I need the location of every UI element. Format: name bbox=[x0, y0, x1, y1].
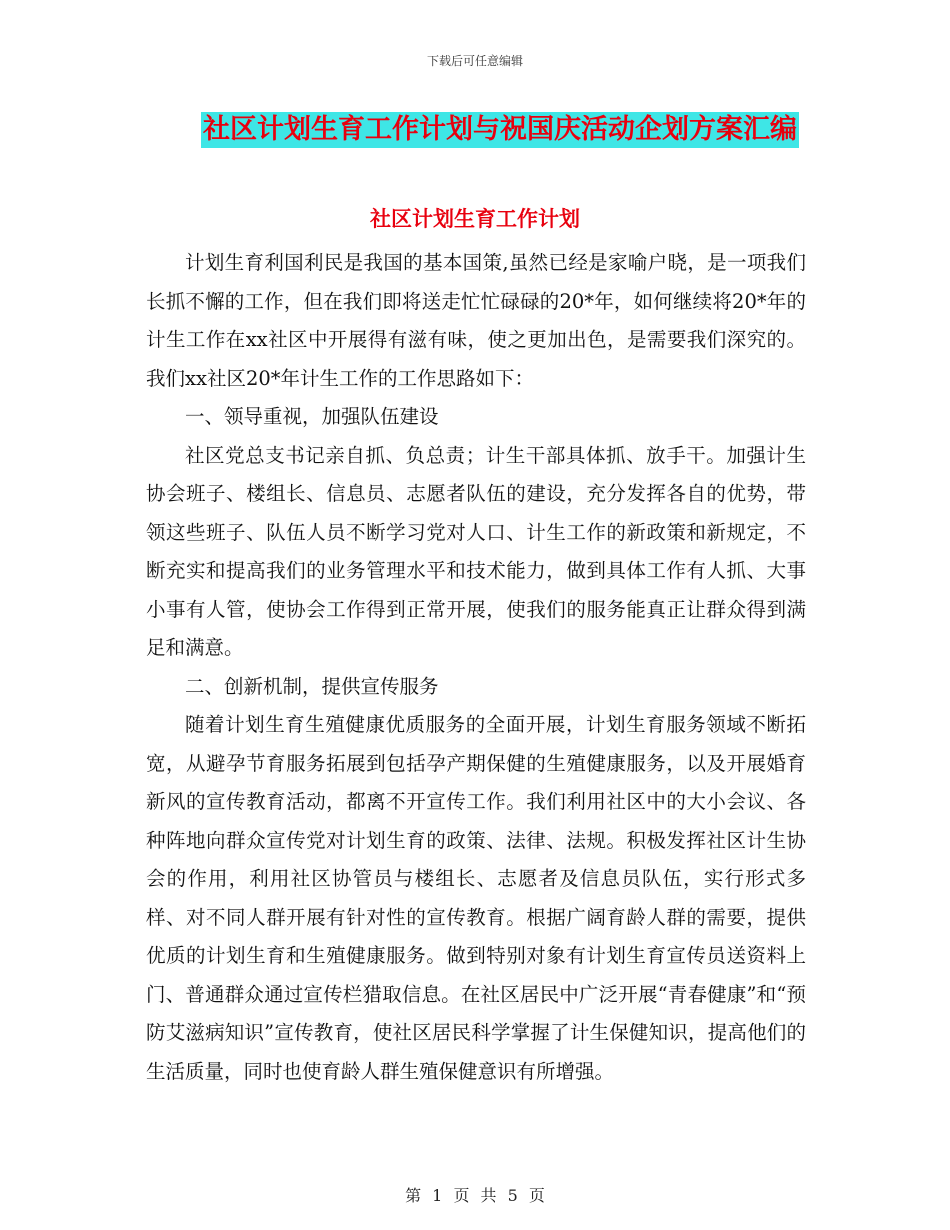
paragraph-innovation: 随着计划生育生殖健康优质服务的全面开展，计划生育服务领域不断拓宽，从避孕节育服务拓展到包括孕产期保健的生殖健康服务，以及开展婚育新风的宣传教育活动，都离不开宣传工作。我们利用社区中的大小会议、各种阵地向群众宣传党对计划生育的政策、法律、法规。积极发挥社区计生协会的作用，利用社区协管员与楼组长、志愿者及信息员队伍，实行形式多样、对不同人群开展有针对性的宣传教育。根据广阔育龄人群的需要，提供优质的计划生育和生殖健康服务。做到特别对象有计划生育宣传员送资料上门、普通群众通过宣传栏猎取信息。在社区居民中广泛开展“青春健康”和“预防艾滋病知识”宣传教育，使社区居民科学掌握了计生保健知识，提高他们的生活质量，同时也使育龄人群生殖保健意识有所增强。 bbox=[146, 713, 806, 1083]
page-number-footer: 第 1 页 共 5 页 bbox=[405, 1186, 545, 1205]
heading-leadership: 一、领导重视，加强队伍建设 bbox=[185, 405, 439, 428]
heading-innovation: 二、创新机制，提供宣传服务 bbox=[185, 674, 439, 698]
header-note: 下载后可任意编辑 bbox=[426, 54, 523, 68]
section-title: 社区计划生育工作计划 bbox=[370, 207, 580, 231]
document-title-block bbox=[0, 112, 950, 148]
paragraph-intro: 计划生育利国利民是我国的基本国策,虽然已经是家喻户晓，是一项我们长抓不懈的工作，但在我们即将送走忙忙碌碌的20*年，如何继续将20*年的计生工作在xx社区中开展得有滋有味，使之更加出色，是需要我们深究的。我们xx社区20*年计生工作的工作思路如下： bbox=[146, 251, 806, 390]
paragraph-leadership: 社区党总支书记亲自抓、负总责；计生干部具体抓、放手干。加强计生协会班子、楼组长、信息员、志愿者队伍的建设，充分发挥各自的优势，带领这些班子、队伍人员不断学习党对人口、计生工作的新政策和新规定，不断充实和提高我们的业务管理水平和技术能力，做到具体工作有人抓、大事小事有人管，使协会工作得到正常开展，使我们的服务能真正让群众得到满足和满意。 bbox=[146, 443, 806, 659]
document-body bbox=[146, 244, 806, 1091]
document-title: 社区计划生育工作计划与祝国庆活动企划方案汇编 bbox=[201, 112, 799, 148]
